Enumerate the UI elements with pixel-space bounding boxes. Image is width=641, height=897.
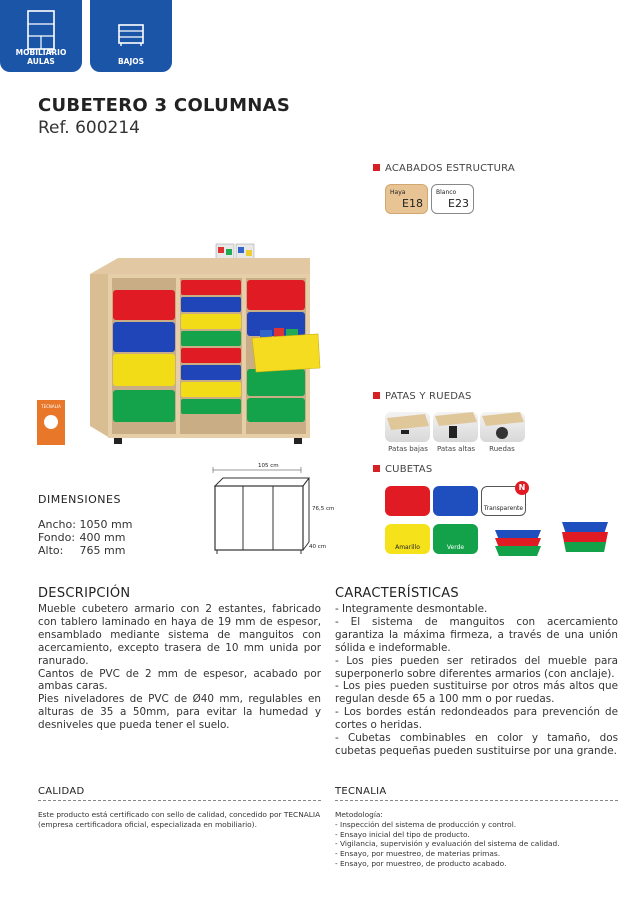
product-image — [88, 240, 328, 455]
legs-label: PATAS Y RUEDAS — [373, 391, 472, 402]
product-reference: Ref. 600214 — [38, 118, 140, 138]
bin-color-red — [385, 486, 430, 516]
leg-option-wheels — [480, 412, 525, 442]
methodology-item: - Ensayo inicial del tipo de producto. — [335, 829, 470, 839]
product-title: CUBETERO 3 COLUMNAS — [38, 95, 291, 116]
finishes-label: ACABADOS ESTRUCTURA — [373, 163, 515, 174]
new-badge: N — [515, 481, 529, 495]
quality-title: CALIDAD — [38, 786, 85, 797]
divider — [38, 800, 321, 801]
quality-text: Este producto está certificado con sello de calidad, concedido por TECNALIA (empresa certificadora oficial, especializada en mobiliario). — [38, 810, 321, 829]
feature-item: - Los pies pueden sustituirse por otros más altos que regulan desde 65 a 100 mm o por ruedas. — [335, 680, 618, 706]
tab-label: BAJOS — [117, 57, 145, 66]
features-title: CARACTERÍSTICAS — [335, 586, 459, 601]
feature-item: - Integramente desmontable. — [335, 603, 488, 615]
divider — [335, 800, 618, 801]
stacked-bins-image — [493, 524, 545, 558]
high-leg-icon — [433, 412, 478, 442]
dimension-row: Fondo: 400 mm — [38, 531, 126, 544]
bin-color-blue — [433, 486, 478, 516]
bullet-icon — [373, 164, 380, 171]
bullet-icon — [373, 465, 380, 472]
tecnalia-certificate-badge: TECNALIA — [37, 400, 65, 445]
leg-option-high — [433, 412, 478, 442]
leg-caption: Ruedas — [489, 445, 515, 453]
width-dimension-label: 105 cm — [258, 463, 279, 469]
dimensions-title: DIMENSIONES — [38, 493, 121, 506]
tab-label: MOBILIARIO AULAS — [15, 48, 67, 66]
dimension-row: Ancho: 1050 mm — [38, 518, 133, 531]
depth-dimension-label: 40 cm — [309, 544, 327, 550]
leg-caption: Patas altas — [436, 445, 476, 453]
large-bins-image — [560, 518, 612, 556]
methodology-item: - Inspección del sistema de producción y control. — [335, 819, 517, 829]
dimension-drawing — [205, 462, 325, 562]
features-list — [335, 603, 618, 758]
bullet-icon — [373, 392, 380, 399]
description-title: DESCRIPCIÓN — [38, 586, 131, 601]
feature-item: - Cubetas combinables en color y tamaño, dos cubetas pequeñas pueden sustituirse por una grande. — [335, 732, 618, 757]
bins-label: CUBETAS — [373, 464, 432, 475]
feature-item: - El sistema de manguitos con acercamiento garantiza la máxima firmeza, a través de una unión sólida e indeformable. — [335, 615, 618, 654]
tecnalia-title: TECNALIA — [335, 786, 387, 797]
bin-color-transparent: Transparente — [481, 486, 526, 516]
tab-mobiliario-aulas[interactable] — [0, 0, 82, 72]
leg-caption: Patas bajas — [388, 445, 428, 453]
low-cabinet-icon — [118, 24, 144, 46]
wheel-icon — [480, 412, 525, 442]
methodology-item: - Vigilancia, supervisión y evaluación del sistema de calidad. — [335, 839, 560, 849]
methodology-item: - Ensayo, por muestreo, de producto acabado. — [335, 858, 507, 868]
finish-swatch-haya: Haya E18 — [385, 184, 428, 214]
tecnalia-logo-icon — [44, 415, 58, 429]
low-leg-icon — [385, 412, 430, 442]
leg-option-low — [385, 412, 430, 442]
description-text: Mueble cubetero armario con 2 estantes, fabricado con tablero laminado en haya de 19 mm de espesor, ensamblado mediante sistema de manguitos con acercamiento, excepto trasera de 10 mm unida por ranurado. Cantos de PVC de 2 mm de espesor, acabado por ambas caras. Pies niveladores de PVC de Ø40 mm, regulables en alturas de 35 a 50mm, para evitar la humedad y desniveles que pueda tener el suelo. — [38, 603, 321, 732]
dimension-row: Alto: 765 mm — [38, 544, 126, 557]
finish-swatch-blanco: Blanco E23 — [431, 184, 474, 214]
feature-item: - Los pies pueden ser retirados del mueble para superponerlo sobre diferentes armarios (con anclaje). — [335, 654, 618, 680]
methodology-item: - Ensayo, por muestreo, de materias primas. — [335, 849, 501, 859]
tecnalia-methodology: Metodología: - Inspección del sistema de producción y control. - Ensayo inicial del tipo de producto. - Vigilancia, supervisión y evaluación del sistema de calidad. - Ensayo, por muestreo, de materias primas. - Ensayo, por muestreo, de producto acabado. — [335, 810, 618, 869]
bin-color-yellow: Amarillo — [385, 524, 430, 554]
tab-bajos[interactable] — [90, 0, 172, 72]
feature-item: - Los bordes están redondeados para prevención de cortes o heridas. — [335, 706, 618, 732]
bin-color-green: Verde — [433, 524, 478, 554]
height-dimension-label: 76,5 cm — [312, 506, 335, 512]
